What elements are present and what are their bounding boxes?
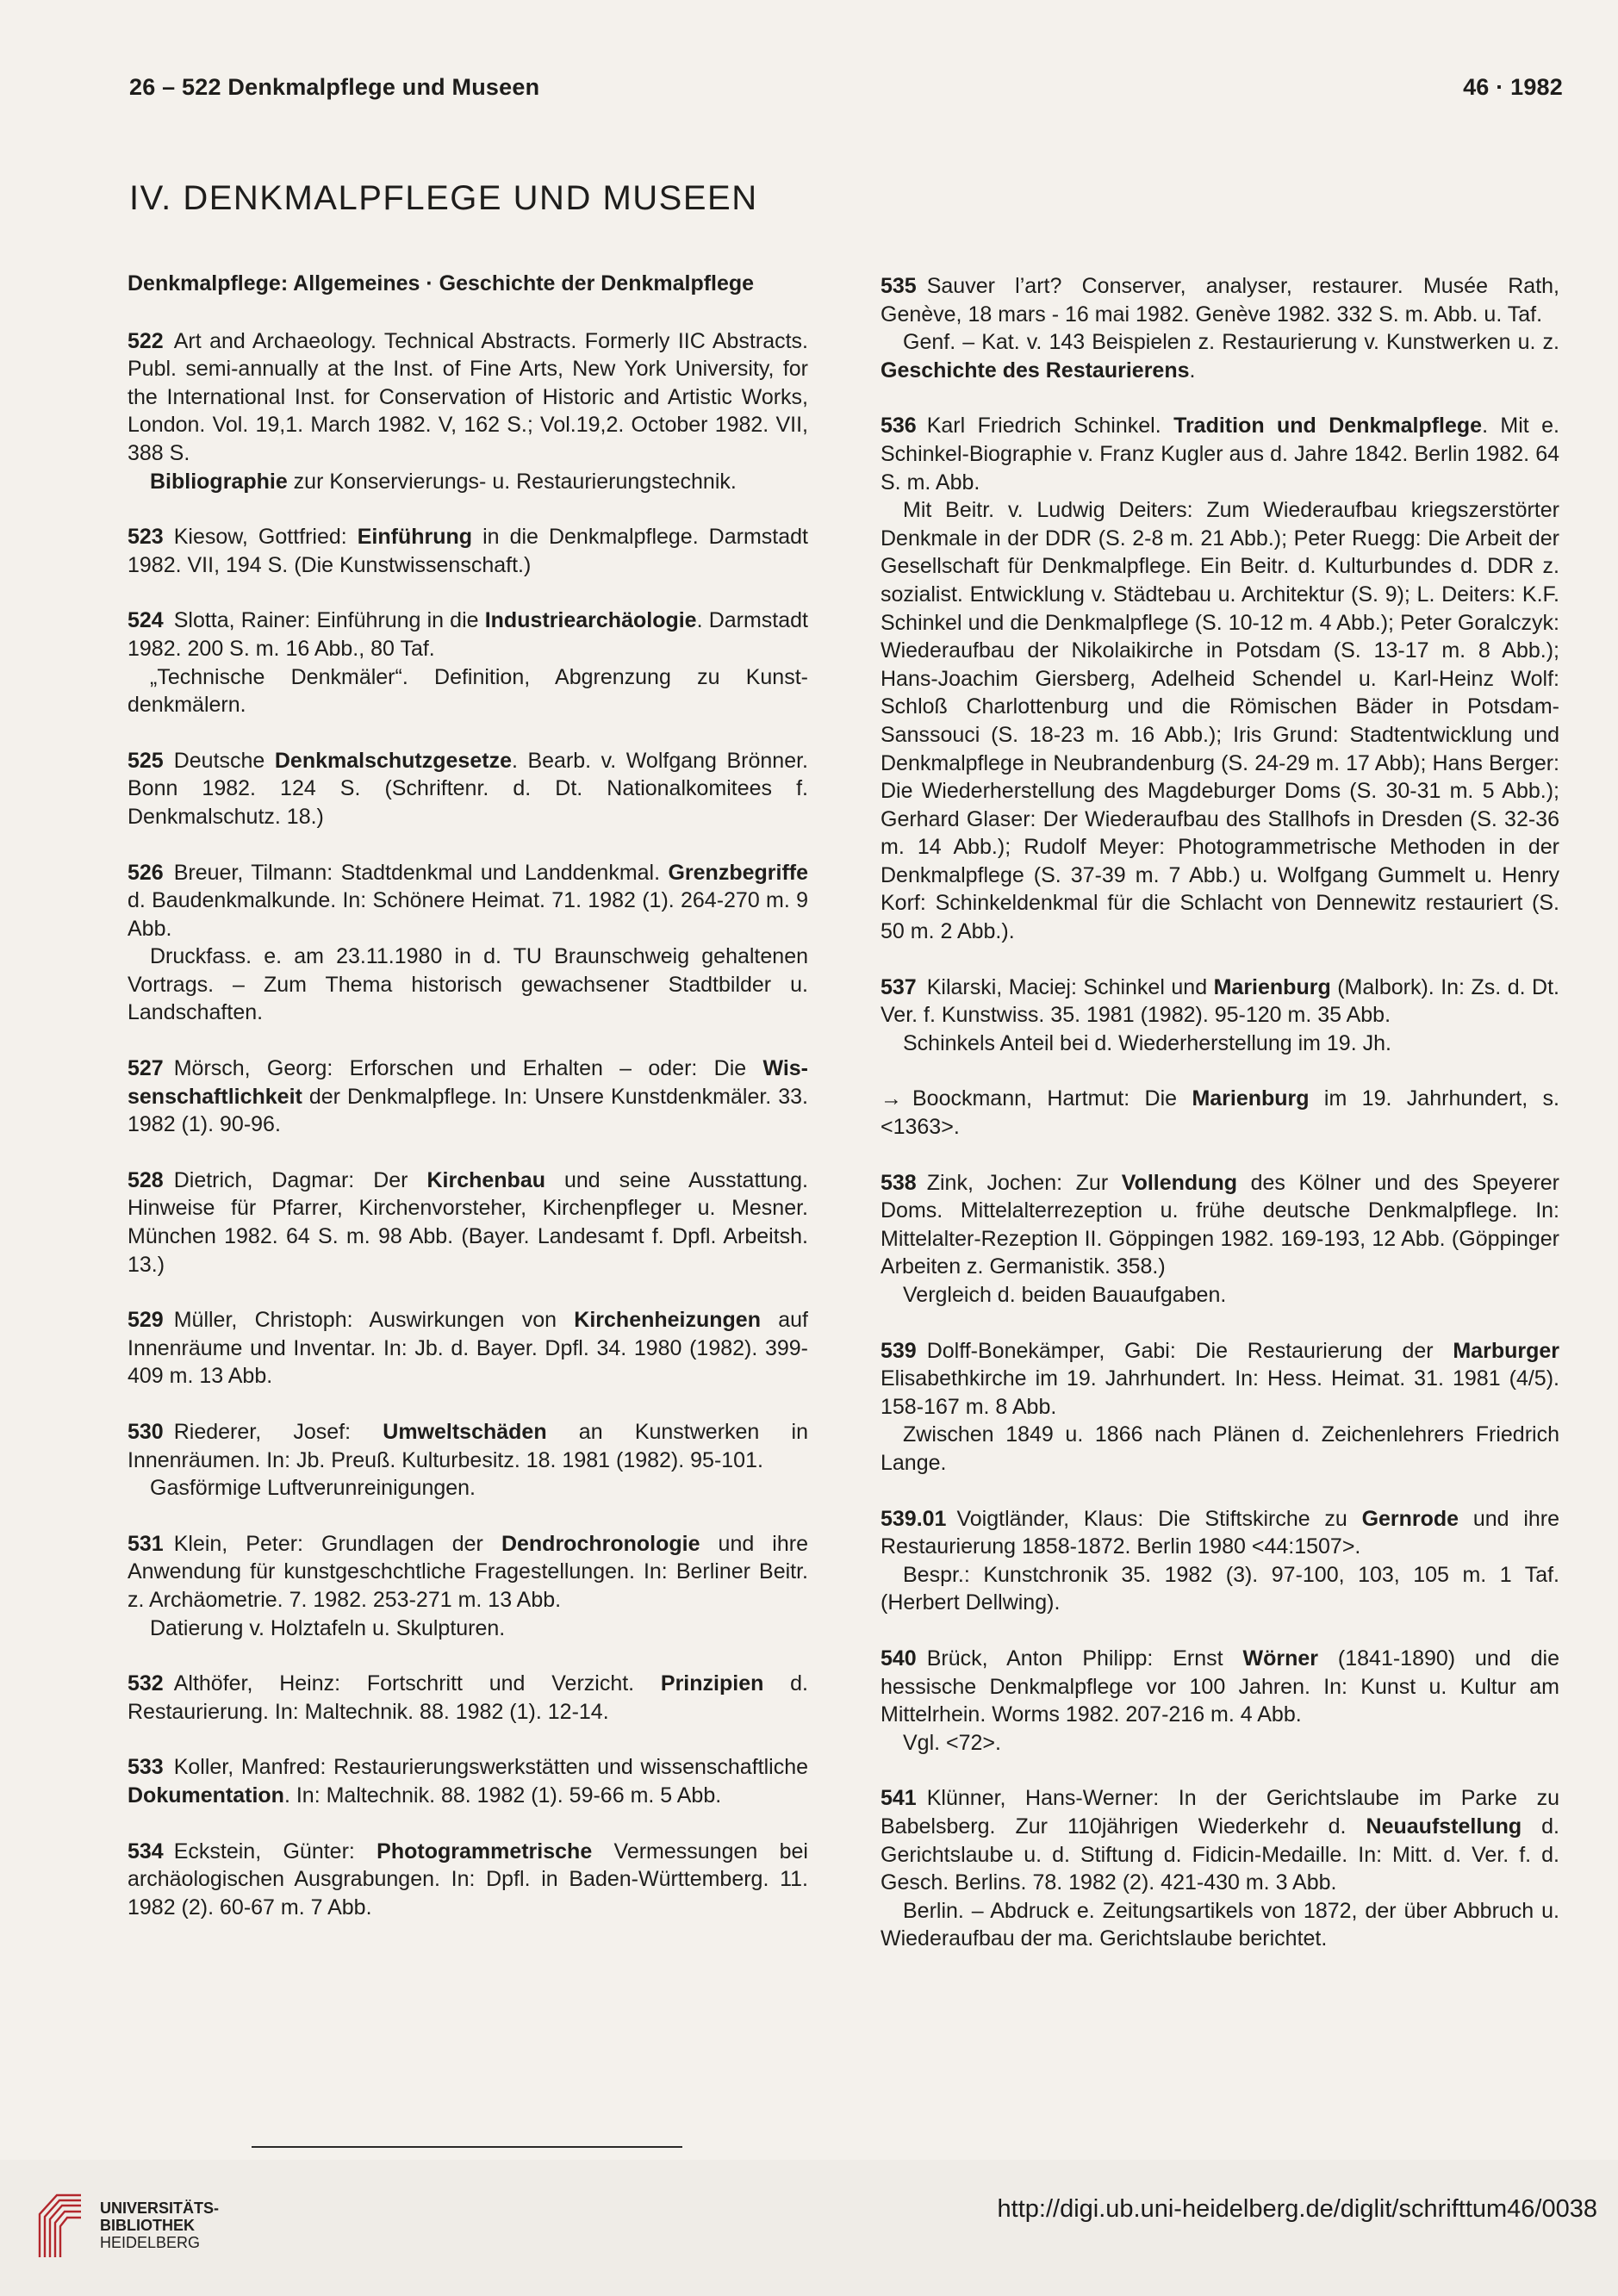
entry-note [881, 328, 1559, 384]
bibliography-entry [128, 1530, 808, 1642]
entry-text: Koller, Manfred: Restaurierungswerkstätten und wissenschaftliche [173, 1755, 808, 1780]
entry-number: 535 [881, 274, 917, 298]
entry-text: (1841-1890) und die hessische Denkmalpflege vor 100 Jahren. In: Kunst u. Kultur am Mittelrhein. Worms 1982. 207-216 m. 4 Abb. [881, 1646, 1559, 1727]
entry-number: 522 [128, 328, 164, 353]
entry-text: . Bearb. v. Wolfgang Brönner. Bonn 1982. 124 S. (Schriftenr. d. Dt. Nationalkomitees f. Denkmalschutz. 18.) [128, 748, 808, 829]
entry-keyword: Prinzipien [660, 1671, 764, 1696]
chapter-title: IV. DENKMALPFLEGE UND MUSEEN [129, 179, 758, 217]
entry-keyword: Marienburg [1192, 1086, 1310, 1111]
bibliography-entry [128, 1838, 808, 1922]
entry-number: 541 [881, 1786, 917, 1811]
entry-number: 533 [128, 1755, 164, 1780]
bibliography-entry [128, 1753, 808, 1809]
entry-text: des Kölner und des Speyerer Doms. Mittelalterrezeption u. frühe deutsche Denkmalpflege. In: Mittelalter-Rezeption II. Göppingen 1982. 169-193, 12 Abb. (Göppinger Arbeiten z. Germanistik. 358.) [881, 1170, 1560, 1279]
entry-text: . [1189, 358, 1196, 383]
entry-note [881, 1030, 1559, 1058]
running-header-right: 46 · 1982 [1463, 74, 1563, 100]
entry-keyword: Tradition und Denkmalpflege [1173, 414, 1483, 439]
entry-keyword: Dendrochronologie [501, 1531, 700, 1556]
entry-text: „Technische Denkmäler“. Definition, Abgrenzung zu Kunstdenkmälern. [128, 664, 808, 718]
entry-number: 524 [128, 608, 164, 633]
entry-keyword: Industriearchäologie [484, 608, 697, 633]
entry-keyword: Wissenschaftlichkeit [128, 1056, 808, 1109]
entry-number: 539 [881, 1338, 917, 1363]
entry-text: Riederer, Josef: [173, 1420, 383, 1444]
entry-text: Berlin. – Abdruck e. Zeitungsartikels von 1872, der über Abbruch u. Wiederaufbau der ma. Gerichtslaube berichtet. [881, 1898, 1559, 1951]
entry-citation [128, 1530, 808, 1615]
entry-note [128, 943, 808, 1027]
entry-keyword: Vollendung [1121, 1170, 1237, 1195]
column-end-rule [252, 2146, 682, 2148]
entry-text: Zink, Jochen: Zur [926, 1170, 1122, 1195]
entry-text: Kilarski, Maciej: Schinkel und [926, 974, 1214, 999]
footer-band [0, 2160, 1618, 2296]
entry-citation [128, 607, 808, 663]
entry-keyword: Grenzbegriffe [668, 860, 808, 885]
entry-text: Eckstein, Günter: [173, 1839, 377, 1864]
entry-text: Boockmann, Hartmut: Die [912, 1086, 1192, 1111]
entry-note [128, 1615, 808, 1643]
bibliography-entry [881, 1505, 1559, 1617]
entry-text: Sauver l’art? Conserver, analyser, restaurer. Musée Rath, Genève, 18 mars - 16 mai 1982. Genève 1982. 332 S. m. Abb. u. Taf. [881, 274, 1559, 327]
bibliography-entry [128, 1670, 808, 1726]
entry-text: (Malbork). In: Zs. d. Dt. Ver. f. Kunstwiss. 35. 1981 (1982). 95-120 m. 35 Abb. [881, 974, 1559, 1028]
entry-number: → [881, 1086, 902, 1111]
entry-text: Müller, Christoph: Auswirkungen von [173, 1308, 575, 1333]
bibliography-entry [128, 523, 808, 579]
bibliography-entry [881, 1645, 1559, 1757]
entry-number: 537 [881, 974, 917, 999]
entry-number: 529 [128, 1308, 164, 1333]
entry-text: Vergleich d. beiden Bauaufgaben. [903, 1283, 1227, 1307]
entry-citation [128, 1167, 808, 1279]
entry-keyword: Kirchenheizungen [574, 1308, 761, 1333]
entry-number: 540 [881, 1646, 917, 1671]
entry-citation [128, 327, 808, 468]
entry-keyword: Geschichte des Restaurierens [881, 358, 1190, 383]
entry-citation [128, 1306, 808, 1391]
entry-citation [128, 1055, 808, 1139]
bibliography-entry [128, 1167, 808, 1279]
entry-text: Vermessungen bei archäologischen Ausgrabungen. In: Dpfl. in Baden-Württemberg. 11. 1982 (2). 60-67 m. 7 Abb. [128, 1839, 808, 1920]
bibliography-entry [128, 1418, 808, 1503]
entry-text: der Denkmalpflege. In: Unsere Kunstdenkmäler. 33. 1982 (1). 90-96. [128, 1084, 808, 1137]
entry-text: Vgl. <72>. [903, 1730, 1001, 1755]
bibliography-entry [881, 1169, 1559, 1310]
entry-keyword: Wörner [1242, 1646, 1318, 1671]
entry-number: 523 [128, 525, 164, 550]
entry-keyword: Gernrode [1361, 1506, 1459, 1531]
entry-text: Dietrich, Dagmar: Der [173, 1167, 427, 1192]
entry-citation [881, 1085, 1559, 1141]
entry-text: Mit Beitr. v. Ludwig Deiters: Zum Wiederaufbau kriegszerstörter Denkmale in der DDR (S. 2-8 m. 21 Abb.); Peter Ruegg: Die Arbeit der Gesellschaft für Denkmalpflege. Ein Beitr. d. Kulturbundes d. DDR z. sozialist. Entwicklung v. Städtebau u. Architektur (S. 9); L. Deiters: K.F. Schinkel und die Denkmalpflege (S. 10-12 m. 4 Abb.); Peter Goralczyk: Wiederaufbau der Nikolaikirche in Potsdam (S. 13-17 m. 8 Abb.); Hans-Joachim Giersberg, Adelheid Schendel u. Karl-Heinz Wolf: Schloß Charlottenburg und die Römischen Bäder in Potsdam-Sanssouci (S. 18-23 m. 16 Abb.); Iris Grund: Stadtentwicklung und Denkmalpflege in Neubrandenburg (S. 24-29 m. 17 Abb); Hans Berger: Die Wiederherstellung des Magdeburger Doms (S. 30-31 m. 5 Abb.); Gerhard Glaser: Der Wiederaufbau des Stallhofs in Dresden (S. 32-36 m. 14 Abb.); Rudolf Meyer: Photogrammetrische Methoden in der Denkmalpflege (S. 37-39 m. 7 Abb.) u. Wolfgang Gummelt u. Henry Korf: Schinkeldenkmal für die Schlacht von Dennewitz restauriert (S. 50 m. 2 Abb.). [881, 498, 1559, 944]
entry-keyword: Kirchenbau [426, 1167, 545, 1192]
library-emblem-icon [33, 2188, 88, 2262]
entry-text: Kiesow, Gottfried: [173, 525, 358, 550]
entry-text: und ihre Anwendung für kunstgeschchtliche Fragestellungen. In: Berliner Beitr. z. Archäometrie. 7. 1982. 253-271 m. 13 Abb. [128, 1531, 808, 1612]
entry-text: Mörsch, Georg: Erforschen und Erhalten – oder: Die [173, 1056, 763, 1081]
library-name-line: HEIDELBERG [100, 2234, 201, 2251]
left-entry-list [128, 327, 808, 1922]
entry-number: 526 [128, 860, 164, 885]
entry-text: auf Innenräume und Inventar. In: Jb. d. Bayer. Dpfl. 34. 1980 (1982). 399-409 m. 13 Abb. [128, 1308, 808, 1389]
entry-note [881, 1421, 1559, 1477]
bibliography-entry [128, 1055, 808, 1139]
entry-citation [881, 412, 1559, 496]
entry-text: Art and Archaeology. Technical Abstracts. Formerly IIC Abstracts. Publ. semi-annually at the Inst. of Fine Arts, New York University, for the International Inst. for Conservation of Historic and Artistic Works, London. Vol. 19,1. March 1982. V, 162 S.; Vol.19,2. October 1982. VII, 388 S. [128, 328, 808, 465]
entry-text: Zwischen 1849 u. 1866 nach Plänen d. Zeichenlehrers Friedrich Lange. [881, 1422, 1559, 1475]
entry-keyword: Umweltschäden [383, 1420, 547, 1444]
entry-text: . In: Maltechnik. 88. 1982 (1). 59-66 m. 5 Abb. [283, 1783, 722, 1808]
entry-text: Deutsche [173, 748, 275, 773]
entry-keyword: Denkmalschutzgesetze [274, 748, 512, 773]
right-column [881, 272, 1559, 1981]
entry-note [881, 496, 1559, 946]
entry-text: Bespr.: Kunstchronik 35. 1982 (3). 97-100, 103, 105 m. 1 Taf. (Herbert Dellwing). [881, 1562, 1559, 1615]
entry-note [881, 1729, 1559, 1758]
permalink-url[interactable]: http://digi.ub.uni-heidelberg.de/diglit/schrifttum46/0038 [997, 2195, 1597, 2223]
entry-text: Brück, Anton Philipp: Ernst [926, 1646, 1243, 1671]
running-header-left: 26 – 522 Denkmalpflege und Museen [129, 74, 540, 100]
entry-text: Druckfass. e. am 23.11.1980 in d. TU Braunschweig gehaltenen Vortrags. – Zum Thema historisch gewachsener Stadtbilder u. Landschaften. [128, 944, 808, 1025]
entry-citation [881, 1505, 1559, 1561]
entry-text: Klünner, Hans-Werner: In der Gerichtslaube im Parke zu Babelsberg. Zur 110jährigen Wiederkehr d. [881, 1786, 1559, 1839]
entry-text: Elisabethkirche im 19. Jahrhundert. In: Hess. Heimat. 31. 1981 (4/5). 158-167 m. 8 Abb. [881, 1366, 1559, 1419]
bibliography-entry [881, 1085, 1559, 1141]
entry-citation [128, 1670, 808, 1726]
entry-note [881, 1897, 1559, 1953]
entry-citation [881, 1337, 1559, 1422]
entry-text: Voigtländer, Klaus: Die Stiftskirche zu [956, 1506, 1362, 1531]
library-logo[interactable] [33, 2188, 219, 2262]
left-column [128, 270, 808, 1949]
entry-keyword: Dokumentation [128, 1783, 284, 1808]
entry-text: Datierung v. Holztafeln u. Skulpturen. [150, 1615, 506, 1640]
entry-number: 532 [128, 1671, 164, 1696]
entry-keyword: Bibliographie [150, 469, 288, 494]
entry-citation [881, 1169, 1559, 1281]
entry-text: im 19. Jahrhundert, s. <1363>. [881, 1086, 1559, 1140]
bibliography-entry [128, 1306, 808, 1391]
entry-text: Althöfer, Heinz: Fortschritt und Verzicht. [173, 1671, 661, 1696]
entry-citation [128, 1418, 808, 1474]
section-heading: Denkmalpflege: Allgemeines · Geschichte der Denkmalpflege [128, 271, 755, 296]
entry-text: d. Baudenkmalkunde. In: Schönere Heimat. 71. 1982 (1). 264-270 m. 9 Abb. [128, 888, 808, 941]
library-name-line: BIBLIOTHEK [100, 2217, 195, 2234]
entry-citation [128, 523, 808, 579]
entry-text: d. Gerichtslaube u. d. Stiftung d. Fidicin-Medaille. In: Mitt. d. Ver. f. d. Gesch. Berlins. 78. 1982 (2). 421-430 m. 3 Abb. [881, 1814, 1560, 1895]
entry-number: 531 [128, 1531, 164, 1556]
entry-number: 536 [881, 414, 917, 439]
entry-citation [128, 859, 808, 943]
entry-number: 538 [881, 1170, 917, 1195]
entry-citation [128, 1753, 808, 1809]
entry-text: Gasförmige Luftverunreinigungen. [150, 1476, 476, 1501]
entry-text: d. Restaurierung. In: Maltechnik. 88. 1982 (1). 12-14. [128, 1671, 809, 1724]
bibliography-entry [881, 1784, 1559, 1953]
bibliography-entry [128, 607, 808, 719]
entry-citation [881, 974, 1559, 1030]
right-entry-list [881, 272, 1559, 1953]
entry-keyword: Photogrammetrische [376, 1839, 593, 1864]
entry-text: Schinkels Anteil bei d. Wiederherstellung im 19. Jh. [903, 1030, 1391, 1055]
entry-note [881, 1281, 1559, 1310]
entry-note [881, 1561, 1559, 1617]
entry-text: Genf. – Kat. v. 143 Beispielen z. Restaurierung v. Kunstwerken u. z. [903, 330, 1559, 355]
entry-text: zur Konservierungs- u. Restaurierungstechnik. [287, 469, 737, 494]
bibliography-entry [128, 747, 808, 831]
entry-keyword: Neuaufstellung [1366, 1814, 1522, 1839]
entry-number: 539.01 [881, 1506, 947, 1531]
entry-keyword: Einführung [357, 525, 473, 550]
library-name [100, 2200, 219, 2251]
entry-text: . Mit e. Schinkel-Biographie v. Franz Kugler aus d. Jahre 1842. Berlin 1982. 64 S. m. Abb. [881, 414, 1560, 495]
entry-text: Slotta, Rainer: Einführung in die [173, 608, 485, 633]
entry-text: an Kunstwerken in Innenräumen. In: Jb. Preuß. Kulturbesitz. 18. 1981 (1982). 95-101. [128, 1420, 809, 1472]
entry-text: Karl Friedrich Schinkel. [926, 414, 1174, 439]
entry-keyword: Marienburg [1213, 974, 1331, 999]
entry-text: und ihre Restaurierung 1858-1872. Berlin 1980 <44:1507>. [881, 1506, 1559, 1559]
entry-text: . Darmstadt 1982. 200 S. m. 16 Abb., 80 Taf. [128, 608, 809, 661]
entry-text: Dolff-Bonekämper, Gabi: Die Restaurierung der [926, 1338, 1453, 1363]
entry-citation [128, 1838, 808, 1922]
entry-text: Klein, Peter: Grundlagen der [173, 1531, 501, 1556]
entry-citation [128, 747, 808, 831]
bibliography-entry [881, 412, 1559, 945]
entry-number: 528 [128, 1167, 164, 1192]
bibliography-entry [128, 859, 808, 1028]
entry-number: 530 [128, 1420, 164, 1444]
entry-text: und seine Ausstattung. Hinweise für Pfarrer, Kirchenvorsteher, Kirchenpfleger u. Mesner. München 1982. 64 S. m. 98 Abb. (Bayer. Landesamt f. Dpfl. Arbeitsh. 13.) [128, 1167, 808, 1277]
entry-note [128, 1474, 808, 1503]
bibliography-entry [128, 327, 808, 496]
bibliography-entry [881, 974, 1559, 1058]
entry-note [128, 663, 808, 719]
bibliography-entry [881, 272, 1559, 384]
entry-number: 527 [128, 1056, 164, 1081]
entry-keyword: Marburger [1453, 1338, 1559, 1363]
entry-citation [881, 1645, 1559, 1729]
bibliography-entry [881, 1337, 1559, 1478]
entry-number: 525 [128, 748, 164, 773]
entry-text: in die Denkmalpflege. Darmstadt 1982. VII, 194 S. (Die Kunstwissenschaft.) [128, 525, 808, 577]
entry-number: 534 [128, 1839, 164, 1864]
entry-citation [881, 272, 1559, 328]
entry-text: Breuer, Tilmann: Stadtdenkmal und Landdenkmal. [173, 860, 669, 885]
entry-citation [881, 1784, 1559, 1896]
library-name-line: UNIVERSITÄTS- [100, 2200, 220, 2217]
entry-note [128, 468, 808, 496]
